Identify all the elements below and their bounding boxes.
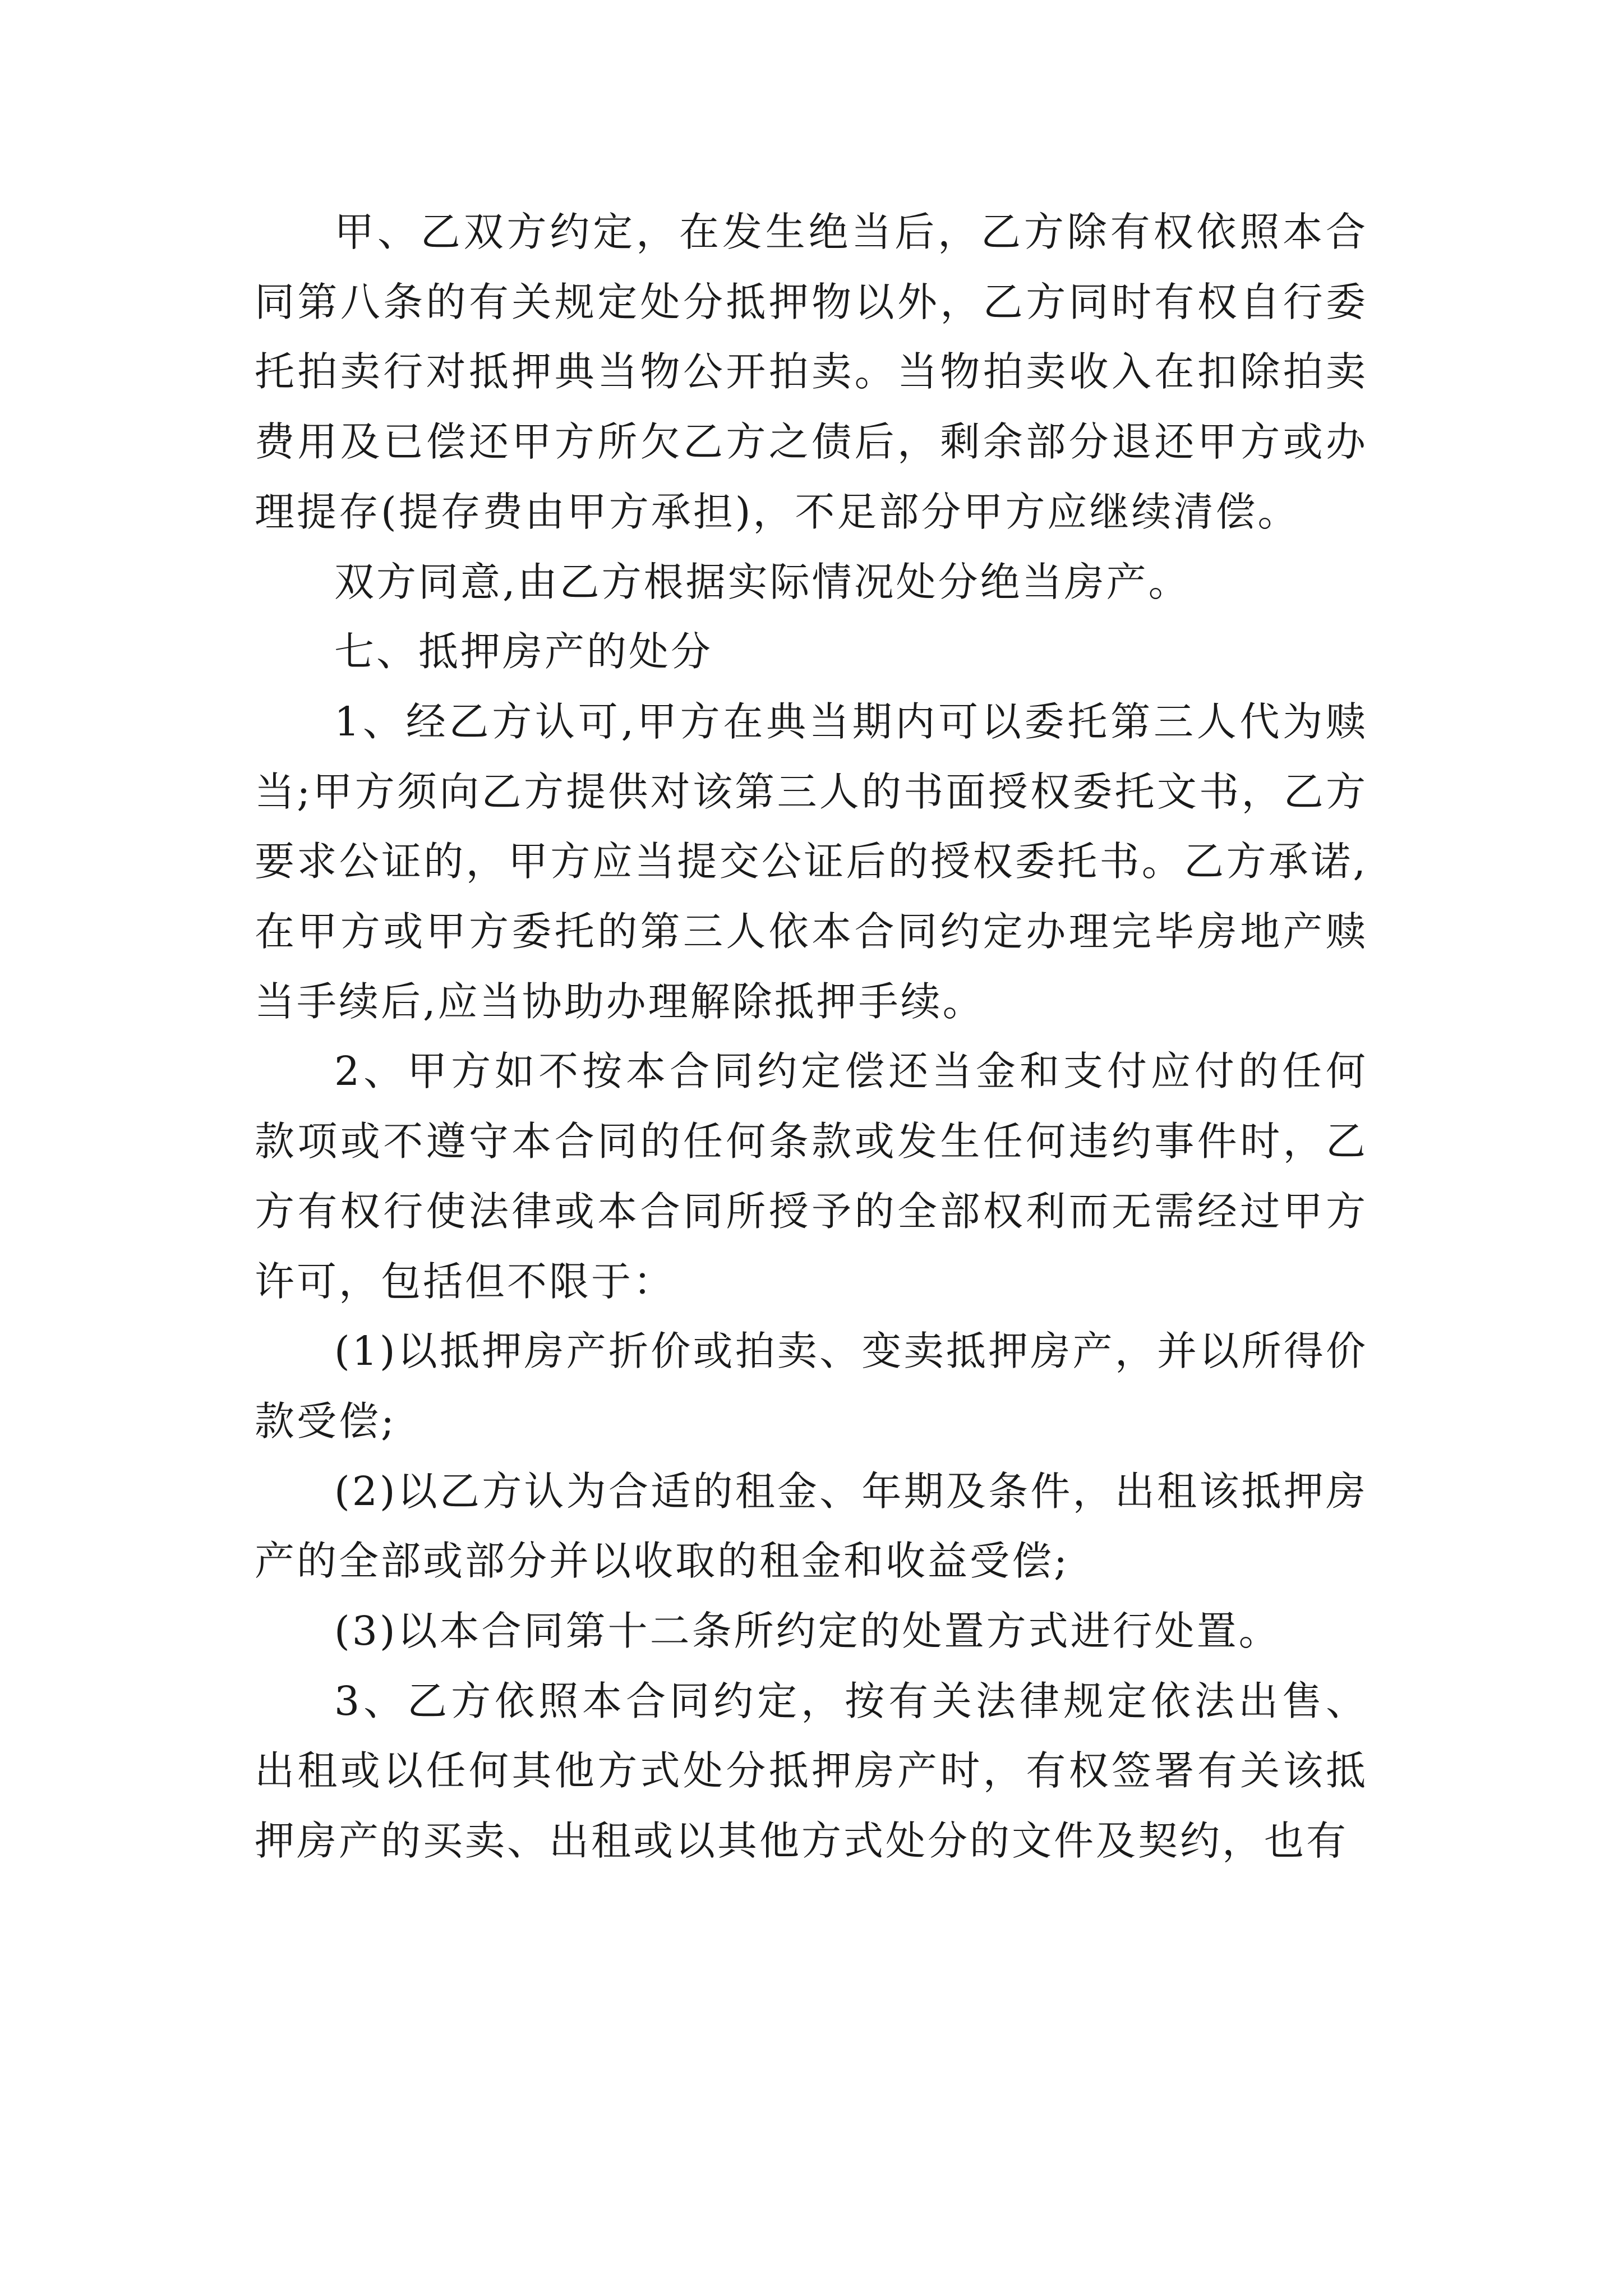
document-body bbox=[255, 197, 1368, 1876]
paragraph-disposal-agreement: 双方同意,由乙方根据实际情况处分绝当房产。 bbox=[334, 558, 1191, 605]
paragraph-subitem-1: (1)以抵押房产折价或拍卖、变卖抵押房产，并以所得价款受偿; bbox=[255, 1328, 1368, 1444]
paragraph-item-3: 3、乙方依照本合同约定，按有关法律规定依法出售、出租或以任何其他方式处分抵押房产时，有权签署有关该抵押房产的买卖、出租或以其他方式处分的文件及契约，也有 bbox=[255, 1677, 1368, 1865]
paragraph-subitem-3: (3)以本合同第十二条所约定的处置方式进行处置。 bbox=[334, 1608, 1281, 1655]
section-heading-7: 七、抵押房产的处分 bbox=[334, 628, 713, 675]
paragraph-auction-clause: 甲、乙双方约定，在发生绝当后，乙方除有权依照本合同第八条的有关规定处分抵押物以外，乙方同时有权自行委托拍卖行对抵押典当物公开拍卖。当物拍卖收入在扣除拍卖费用及已偿还甲方所欠乙方之债后，剩余部分退还甲方或办理提存(提存费由甲方承担)，不足部分甲方应继续清偿。 bbox=[255, 209, 1368, 535]
paragraph-item-2: 2、甲方如不按本合同约定偿还当金和支付应付的任何款项或不遵守本合同的任何条款或发生任何违约事件时，乙方有权行使法律或本合同所授予的全部权利而无需经过甲方许可，包括但不限于： bbox=[255, 1048, 1368, 1305]
paragraph-subitem-2: (2)以乙方认为合适的租金、年期及条件，出租该抵押房产的全部或部分并以收取的租金和收益受偿; bbox=[255, 1467, 1368, 1585]
paragraph-item-1: 1、经乙方认可,甲方在典当期内可以委托第三人代为赎当;甲方须向乙方提供对该第三人的书面授权委托文书，乙方要求公证的，甲方应当提交公证后的授权委托书。乙方承诺,在甲方或甲方委托的第三人依本合同约定办理完毕房地产赎当手续后,应当协助办理解除抵押手续。 bbox=[255, 698, 1368, 1025]
